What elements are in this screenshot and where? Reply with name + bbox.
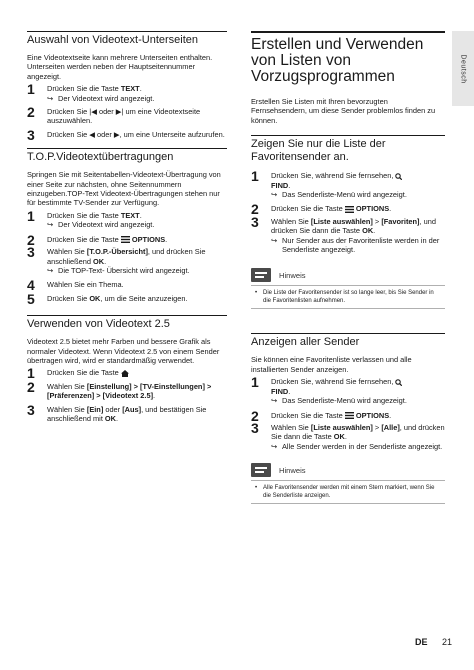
step-text: , und bestätigen Sie anschließend mit xyxy=(47,404,207,423)
step-text: Drücken Sie, während Sie fernsehen, xyxy=(271,377,396,387)
key-label: [Einstellung] > [TV-Einstellungen] > [Präferenzen] > [Videotext 2.5] xyxy=(47,381,212,401)
step-text: Wählen Sie xyxy=(47,247,87,257)
step-result xyxy=(27,220,227,229)
step-text: . xyxy=(389,410,392,420)
result-arrow-icon: ↪ xyxy=(271,235,278,245)
options-menu-icon xyxy=(345,412,354,419)
result-text: Die TOP-Text- Übersicht wird angezeigt. xyxy=(58,265,190,275)
note-header xyxy=(251,268,445,285)
step-number: 2 xyxy=(251,407,259,424)
step-item xyxy=(27,290,227,307)
step-text: , und drücken Sie dann die Taste xyxy=(271,216,436,236)
main-intro: Erstellen Sie Listen mit Ihren bevorzugten Fernsehsendern, um diese Sender problemlos finden zu können. xyxy=(251,97,436,125)
step-item xyxy=(27,365,227,382)
step-text: . xyxy=(153,391,156,401)
step-item xyxy=(27,126,227,143)
step-item xyxy=(251,213,445,236)
note-title: Hinweis xyxy=(279,465,306,475)
key-label: [Ein] xyxy=(86,404,104,414)
step-text: . xyxy=(116,413,119,423)
key-label: OPTIONS xyxy=(355,410,390,420)
language-tab-label: Deutsch xyxy=(459,53,467,84)
step-text: Wählen Sie xyxy=(47,404,87,414)
step-item xyxy=(27,231,227,248)
key-label: OK xyxy=(93,256,105,266)
home-icon xyxy=(121,370,129,377)
result-text: Nur Sender aus der Favoritenliste werden in der Senderliste angezeigt. xyxy=(282,235,440,255)
note-icon xyxy=(251,463,271,477)
section-videotext-25 xyxy=(27,315,227,423)
step-text: Drücken Sie xyxy=(47,293,90,303)
step-text: Drücken Sie ◀ oder ▶, um eine Unterseite aufzurufen. xyxy=(47,129,225,139)
key-label: OK xyxy=(89,293,101,303)
step-text: Wählen Sie xyxy=(271,216,311,226)
search-icon xyxy=(395,379,402,386)
step-text: > xyxy=(372,216,382,226)
step-text: . xyxy=(165,234,168,244)
note-box xyxy=(251,463,445,504)
step-text: Drücken Sie die Taste xyxy=(47,368,121,378)
note-text: • Die Liste der Favoritensender ist so lange leer, bis Sie Sender in die Favoritenlisten aufnehmen. xyxy=(251,285,445,309)
step-text: . xyxy=(288,386,291,396)
note-icon xyxy=(251,268,271,282)
section-favorites-only xyxy=(251,135,445,309)
step-number: 1 xyxy=(251,168,259,185)
step-text: , um die Seite anzuzeigen. xyxy=(100,293,188,303)
result-arrow-icon: ↪ xyxy=(271,190,278,200)
step-number: 3 xyxy=(27,244,35,261)
result-arrow-icon: ↪ xyxy=(47,265,54,275)
result-arrow-icon: ↪ xyxy=(271,441,278,451)
step-item xyxy=(27,104,227,126)
key-label: FIND xyxy=(271,386,289,396)
note-box xyxy=(251,268,445,309)
step-text: Drücken Sie, während Sie fernsehen, xyxy=(271,171,396,181)
page-footer xyxy=(415,637,452,647)
step-text: Drücken Sie die Taste xyxy=(271,410,345,420)
result-text: Das Senderliste-Menü wird angezeigt. xyxy=(282,396,407,406)
step-text: . xyxy=(139,210,142,220)
main-title: Erstellen und Verwenden von Listen von Vorzugsprogrammen xyxy=(251,31,445,91)
section-intro: Videotext 2.5 bietet mehr Farben und bessere Grafik als normaler Videotext. Wenn Videotext 2.5 von einem Sender übertragen wird, wird er standardmäßig verwendet. xyxy=(27,337,220,365)
result-arrow-icon: ↪ xyxy=(47,93,54,103)
key-label: [T.O.P.-Übersicht] xyxy=(86,247,148,257)
step-text: . xyxy=(373,226,376,236)
step-text: oder xyxy=(103,404,123,414)
step-item xyxy=(251,168,445,190)
step-number: 1 xyxy=(251,374,259,391)
step-item xyxy=(251,419,445,442)
section-title: Auswahl von Videotext-Unterseiten xyxy=(27,31,227,50)
step-text: Wählen Sie ein Thema. xyxy=(47,280,124,290)
note-text: • Alle Favoritensender werden mit einem Stern markiert, wenn Sie die Senderliste anzeigen. xyxy=(251,480,445,504)
step-text: . xyxy=(139,84,142,94)
step-result xyxy=(251,442,445,451)
key-label: OK xyxy=(333,432,345,442)
left-column xyxy=(27,31,227,423)
result-text: Das Senderliste-Menü wird angezeigt. xyxy=(282,190,407,200)
options-menu-icon xyxy=(345,206,354,213)
key-label: [Liste auswählen] xyxy=(310,216,373,226)
step-text: Wählen Sie xyxy=(47,381,87,391)
section-title: Verwenden von Videotext 2.5 xyxy=(27,315,227,334)
page-number: 21 xyxy=(441,637,452,647)
step-number: 2 xyxy=(27,104,35,121)
step-text: . xyxy=(344,432,347,442)
step-text: . xyxy=(288,180,291,190)
step-text: . xyxy=(104,256,107,266)
search-icon xyxy=(395,173,402,180)
result-arrow-icon: ↪ xyxy=(271,396,278,406)
key-label: TEXT xyxy=(120,84,140,94)
key-label: OK xyxy=(362,226,374,236)
key-label: OK xyxy=(104,413,117,423)
result-text: Alle Sender werden in der Senderliste angezeigt. xyxy=(282,441,443,451)
step-number: 5 xyxy=(27,290,35,307)
step-number: 4 xyxy=(27,277,35,294)
step-number: 3 xyxy=(251,419,259,436)
step-text: Drücken Sie die Taste xyxy=(47,84,121,94)
result-arrow-icon: ↪ xyxy=(47,220,54,230)
key-label: [Liste auswählen] xyxy=(310,422,373,432)
key-label: [Aus] xyxy=(122,404,142,414)
step-text: . xyxy=(389,204,392,214)
step-text: Drücken Sie die Taste xyxy=(47,234,121,244)
step-result xyxy=(251,396,445,405)
step-number: 3 xyxy=(27,401,35,418)
step-number: 3 xyxy=(27,126,35,143)
language-side-tab xyxy=(452,31,474,106)
step-number: 3 xyxy=(251,213,259,230)
step-text: Drücken Sie die Taste xyxy=(47,210,121,220)
section-intro: Sie können eine Favoritenliste verlassen und alle installierten Sender anzeigen. xyxy=(251,355,412,374)
options-menu-icon xyxy=(121,236,130,243)
section-title: T.O.P.Videotextübertragungen xyxy=(27,148,227,167)
key-label: [Favoriten] xyxy=(381,216,420,226)
step-text: , und drücken Sie dann die Taste xyxy=(271,422,445,442)
step-item xyxy=(27,401,227,424)
step-number: 1 xyxy=(27,207,35,224)
step-number: 2 xyxy=(27,231,35,248)
section-intro: Springen Sie mit Seitentabellen-Videotext-Übertragung von einer Seite zur nächsten, ohne Seitennummern einzugeben.TOP-Text Videotext-Übertragungen stehen nur für bestimmte TV-Sender zur Verfügung. xyxy=(27,170,221,208)
step-number: 1 xyxy=(27,81,35,98)
step-item xyxy=(27,378,227,401)
key-label: OPTIONS xyxy=(131,234,166,244)
result-text: Der Videotext wird angezeigt. xyxy=(58,93,155,103)
step-result xyxy=(251,236,445,255)
section-show-all-channels xyxy=(251,333,445,504)
section-intro: Eine Videotextseite kann mehrere Unterseiten enthalten. Unterseiten werden neben der Hauptseitennummer angezeigt. xyxy=(27,53,213,81)
section-title: Zeigen Sie nur die Liste der Favoritensender an. xyxy=(251,135,445,167)
step-item xyxy=(27,207,227,224)
step-number: 2 xyxy=(27,378,35,395)
key-label: OPTIONS xyxy=(355,204,390,214)
result-text: Der Videotext wird angezeigt. xyxy=(58,220,155,230)
right-column xyxy=(251,31,445,504)
step-text: Drücken Sie |◀ oder ▶| um eine Videotextseite auszuwählen. xyxy=(47,107,201,126)
step-result xyxy=(251,190,445,199)
step-item xyxy=(27,244,227,266)
step-text: , und drücken Sie anschließend xyxy=(47,247,206,266)
key-label: [Alle] xyxy=(381,422,400,432)
footer-language: DE xyxy=(414,637,428,647)
note-header xyxy=(251,463,445,480)
step-result xyxy=(27,94,227,103)
note-title: Hinweis xyxy=(279,270,306,280)
step-number: 2 xyxy=(251,201,259,218)
step-text: > xyxy=(372,422,382,432)
section-title: Anzeigen aller Sender xyxy=(251,333,445,352)
step-text: Wählen Sie xyxy=(271,422,311,432)
step-item xyxy=(251,374,445,396)
step-item xyxy=(251,201,445,218)
step-item xyxy=(27,277,227,294)
step-text: Drücken Sie die Taste xyxy=(271,204,345,214)
section-videotext-subpages xyxy=(27,31,227,143)
key-label: TEXT xyxy=(120,210,140,220)
step-item xyxy=(251,407,445,424)
step-number: 1 xyxy=(27,365,35,382)
section-top-videotext xyxy=(27,148,227,307)
key-label: FIND xyxy=(271,180,289,190)
step-result xyxy=(27,266,227,275)
